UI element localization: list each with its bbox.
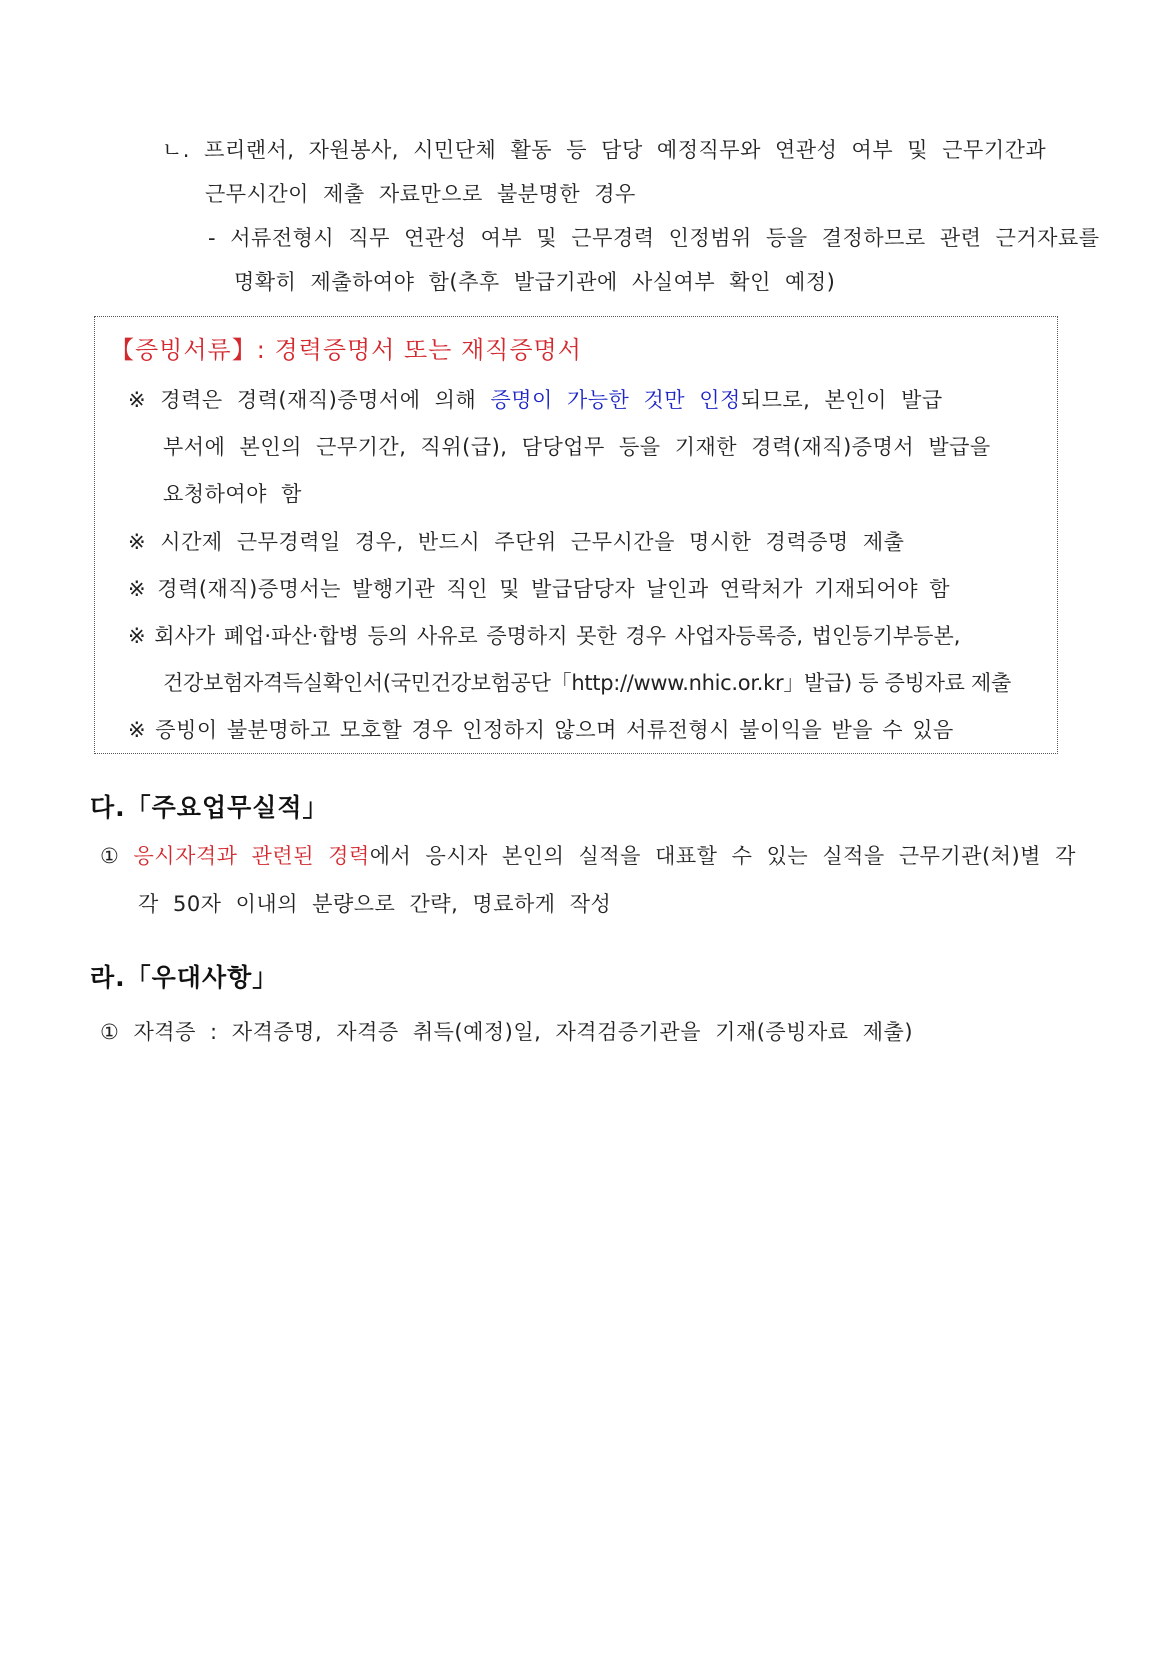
note-text: 경력은 경력(재직)증명서에 의해 <box>160 388 491 412</box>
reference-mark-icon: ※ <box>128 530 147 554</box>
note-text: 증빙이 불분명하고 모호할 경우 인정하지 않으며 서류전형시 불이익을 받을 수 있음 <box>155 718 954 742</box>
item-highlight-red: 응시자격과 관련된 경력 <box>133 844 370 868</box>
evidence-note-4-cont: 건강보험자격득실확인서(국민건강보험공단「http://www.nhic.or.kr」발급) 등 증빙자료 제출 <box>163 671 1011 695</box>
evidence-note-3 <box>128 575 950 603</box>
evidence-note-5 <box>128 716 954 744</box>
note-text-post: 되므로, 본인이 발급 <box>740 388 943 412</box>
note-highlight-blue: 증명이 가능한 것만 인정 <box>490 388 741 412</box>
section-ra-item-1 <box>100 1018 913 1046</box>
list-item-na-2 <box>162 136 1046 164</box>
dash-bullet: - <box>208 226 217 250</box>
note-text: 회사가 폐업·파산·합병 등의 사유로 증명하지 못한 경우 사업자등록증, 법인등기부등본, <box>154 624 961 648</box>
sub-item-text-cont: 명확히 제출하여야 함(추후 발급기관에 사실여부 확인 예정) <box>234 270 836 294</box>
item-text: 자격증 : 자격증명, 자격증 취득(예정)일, 자격검증기관을 기재(증빙자료 제출) <box>133 1020 914 1044</box>
evidence-note-1-cont2: 요청하여야 함 <box>163 482 302 506</box>
item-text-cont: 근무시간이 제출 자료만으로 불분명한 경우 <box>205 182 636 206</box>
reference-mark-icon: ※ <box>128 624 146 648</box>
sub-item-text: 서류전형시 직무 연관성 여부 및 근무경력 인정범위 등을 결정하므로 관련 근거자료를 <box>230 226 1100 250</box>
section-da-item-1-cont: 각 50자 이내의 분량으로 간략, 명료하게 작성 <box>138 892 612 916</box>
sub-item-dash-cont <box>234 268 835 296</box>
evidence-note-1 <box>128 386 943 414</box>
section-da-item-1 <box>100 842 1076 870</box>
sub-item-dash <box>208 224 1100 252</box>
circled-number-1: ① <box>100 844 120 868</box>
evidence-note-1-cont: 부서에 본인의 근무기간, 직위(급), 담당업무 등을 기재한 경력(재직)증명서 발급을 <box>163 435 991 459</box>
section-heading-ra: 라.「우대사항」 <box>90 963 279 992</box>
section-heading-da: 다.「주요업무실적」 <box>90 793 329 822</box>
evidence-note-2 <box>128 528 904 556</box>
item-text: 프리랜서, 자원봉사, 시민단체 활동 등 담당 예정직무와 연관성 여부 및 근무기간과 <box>204 138 1047 162</box>
circled-number-1: ① <box>100 1020 120 1044</box>
reference-mark-icon: ※ <box>128 718 147 742</box>
reference-mark-icon: ※ <box>128 577 147 601</box>
item-label: ㄴ. <box>162 138 190 162</box>
note-text: 경력(재직)증명서는 발행기관 직인 및 발급담당자 날인과 연락처가 기재되어야 함 <box>157 577 951 601</box>
item-text: 에서 응시자 본인의 실적을 대표할 수 있는 실적을 근무기관(처)별 각 <box>369 844 1076 868</box>
reference-mark-icon: ※ <box>128 388 147 412</box>
evidence-note-4 <box>128 622 960 650</box>
note-text: 시간제 근무경력일 경우, 반드시 주단위 근무시간을 명시한 경력증명 제출 <box>160 530 905 554</box>
evidence-box-title: 【증빙서류】: 경력증명서 또는 재직증명서 <box>110 336 582 364</box>
list-item-na-2-cont <box>205 180 636 208</box>
